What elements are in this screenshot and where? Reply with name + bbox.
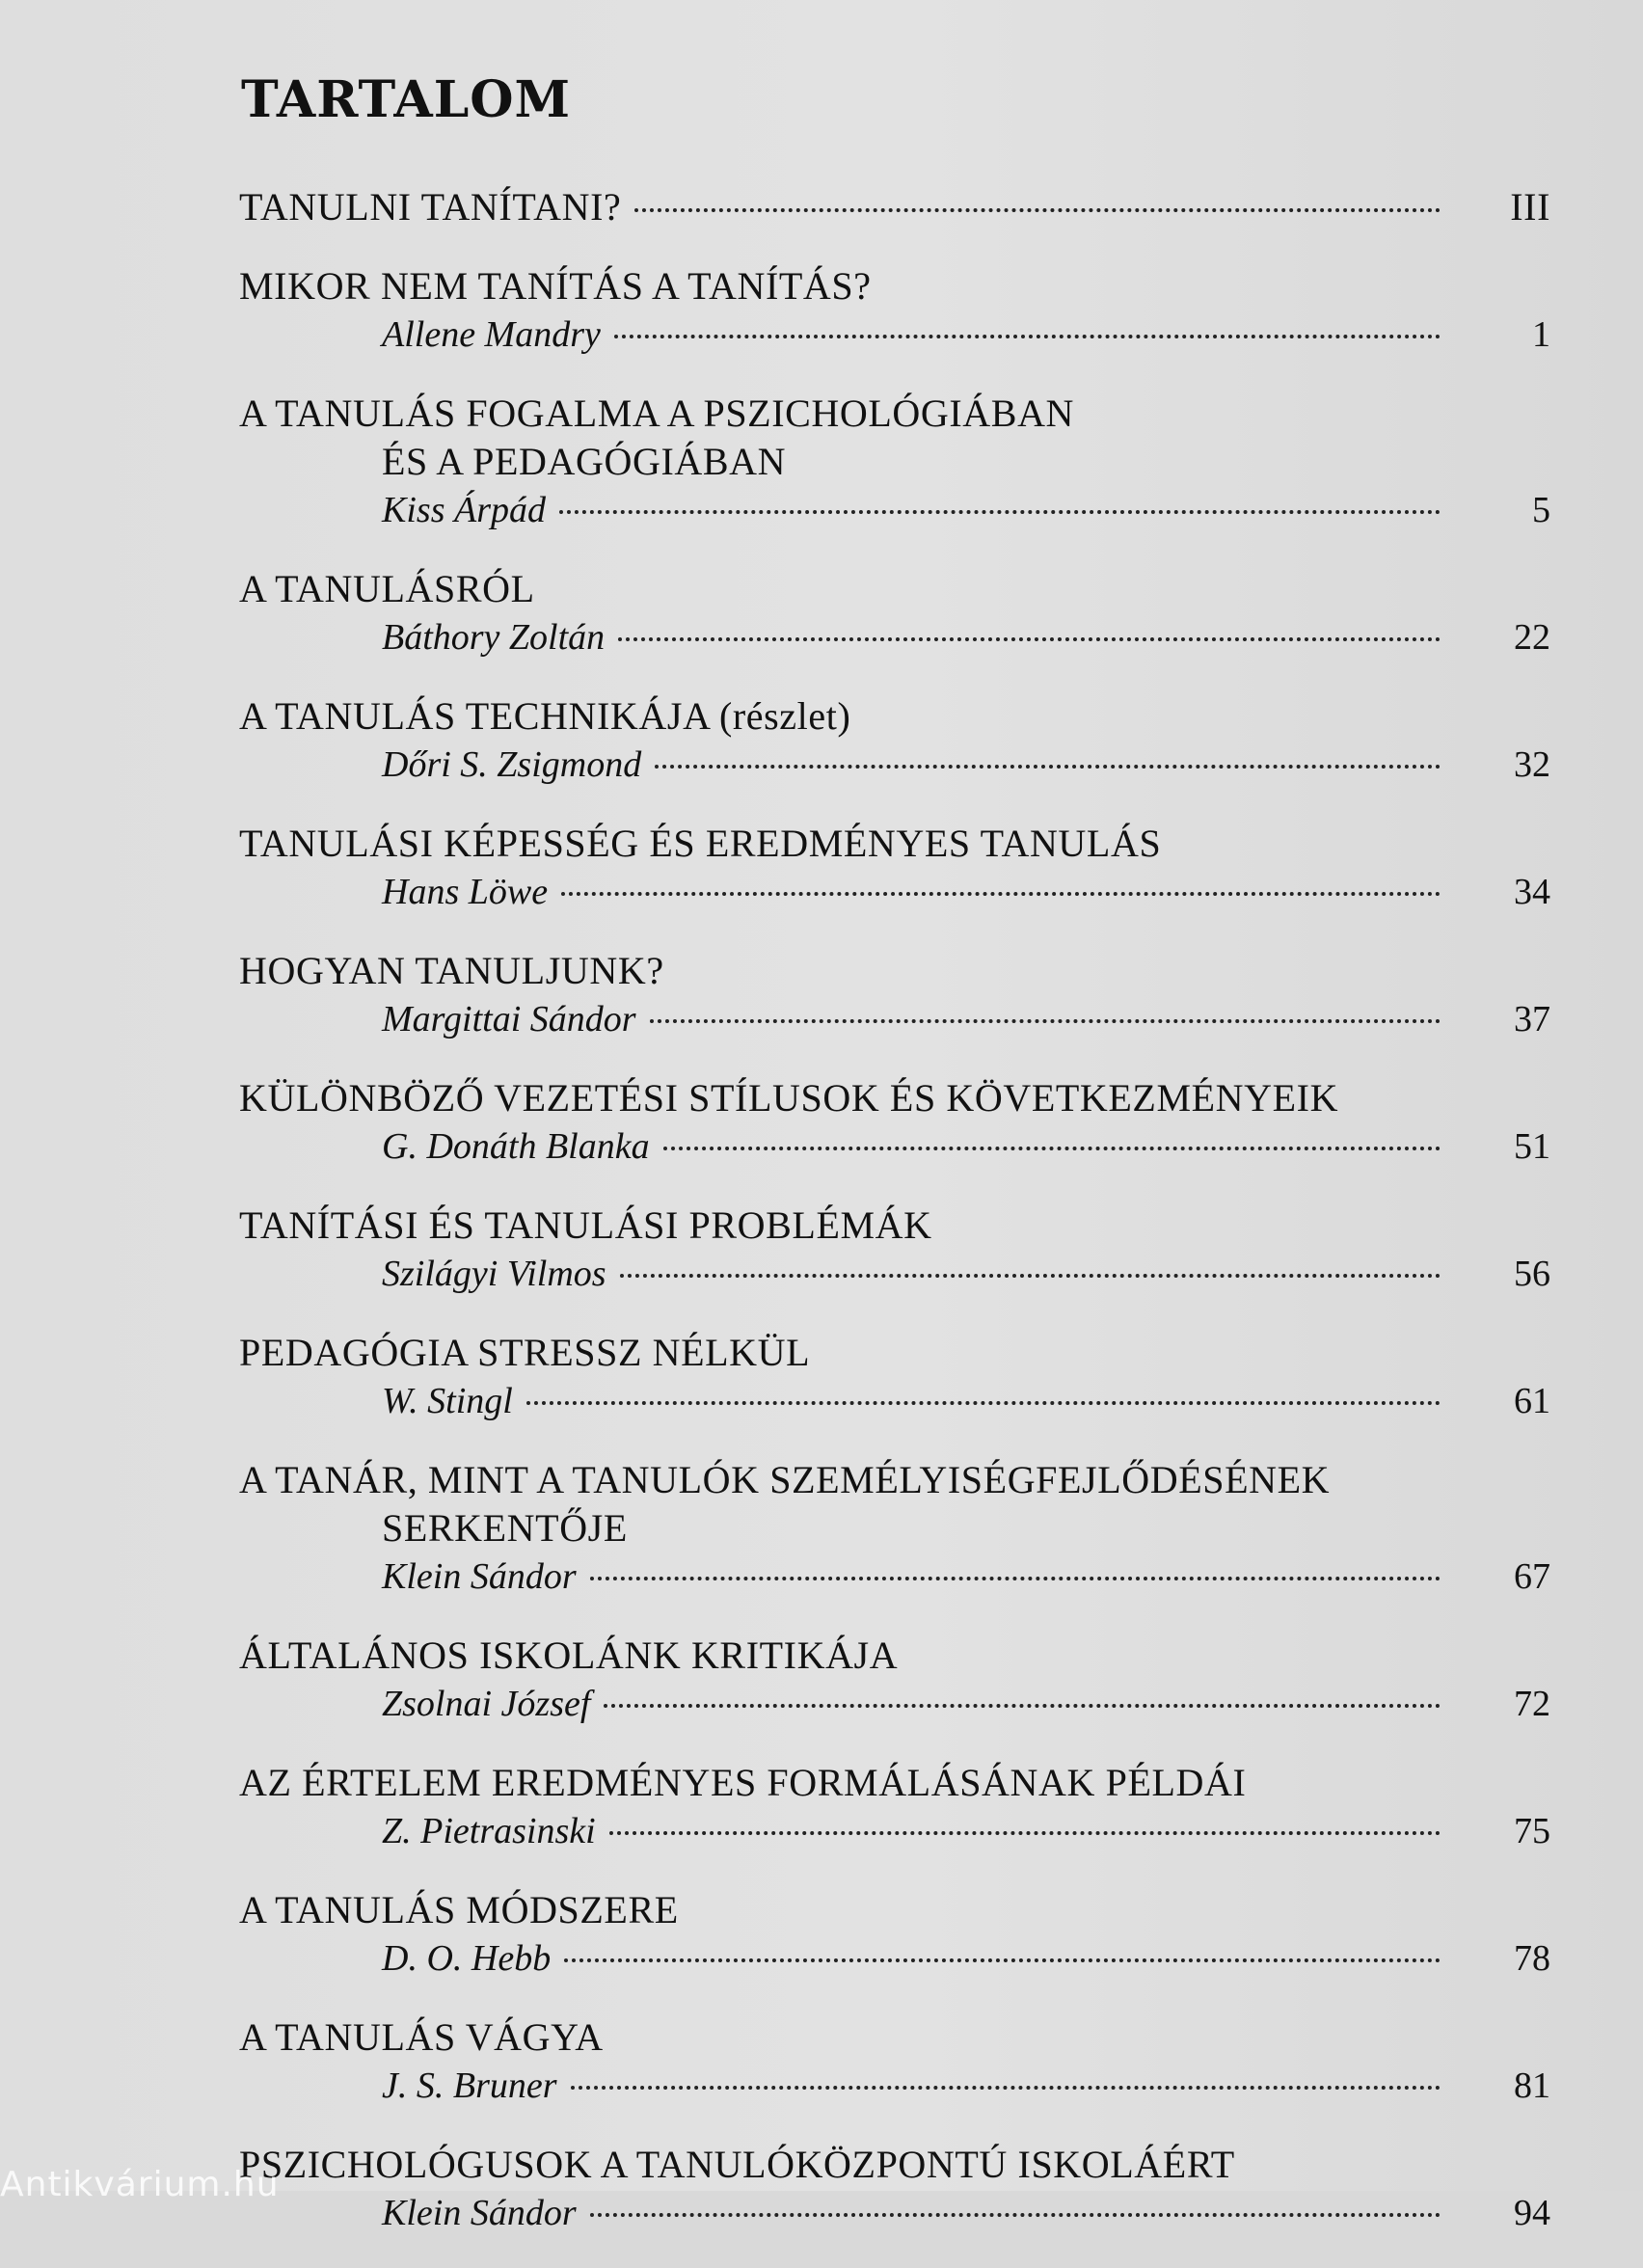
watermark: Antikvárium.hu: [0, 2165, 280, 2204]
toc-entry-line: [239, 1122, 1550, 1171]
toc-entry-author: G. Donáth Blanka: [382, 1126, 650, 1167]
toc-entry-author: Hans Löwe: [382, 872, 549, 912]
toc-entry-line: [239, 183, 1550, 231]
toc-entry-author: Dőri S. Zsigmond: [382, 744, 642, 785]
toc-entry-title-block: [239, 390, 1550, 486]
toc-entry-title-block: [239, 1456, 1550, 1552]
toc-entry-title: A TANULÁS TECHNIKÁJA (részlet): [239, 694, 851, 738]
toc-entry-title-block: [239, 947, 1550, 995]
dot-leader: [609, 1831, 1441, 1835]
toc-entry: [239, 1632, 1550, 1728]
toc-page-number: 81: [1514, 2066, 1550, 2106]
toc-entry-title: A TANULÁS VÁGYA: [239, 2015, 604, 2059]
toc-page-number: 34: [1514, 872, 1550, 912]
toc-entry-author: Kiss Árpád: [382, 490, 546, 530]
toc-entry-author: Z. Pietrasinski: [382, 1811, 596, 1851]
toc-entry-title: A TANULÁS FOGALMA A PSZICHOLÓGIÁBAN: [239, 392, 1075, 435]
toc-entry: [239, 1456, 1550, 1601]
toc-entry-line: [239, 741, 1550, 789]
toc-entry-line: [239, 1250, 1550, 1298]
dot-leader: [655, 765, 1441, 769]
toc-entry-title: TANÍTÁSI ÉS TANULÁSI PROBLÉMÁK: [239, 1203, 932, 1247]
toc-page-number: 75: [1514, 1811, 1550, 1851]
toc-entry: [239, 820, 1550, 916]
dot-leader: [650, 1019, 1441, 1023]
toc-entry-line: [239, 1377, 1550, 1425]
toc-page-number: III: [1510, 185, 1550, 229]
toc-entry-title-block: [239, 1759, 1550, 1807]
toc-page-number: 22: [1514, 617, 1550, 658]
toc-entry-title-block: [239, 262, 1550, 310]
toc-entry-title-block: [239, 565, 1550, 613]
dot-leader: [620, 1274, 1441, 1278]
toc-entry-title-block: [239, 820, 1550, 868]
dot-leader: [663, 1147, 1441, 1150]
toc-entry-author: Margittai Sándor: [382, 999, 636, 1040]
toc-entry-title-block: [239, 2141, 1550, 2189]
toc-entry-author: J. S. Bruner: [382, 2066, 557, 2106]
dot-leader: [564, 1958, 1441, 1962]
toc-entry: [239, 1886, 1550, 1983]
toc-entry-line: [239, 1680, 1550, 1728]
toc-page-number: 5: [1532, 490, 1550, 530]
table-of-contents: [239, 183, 1550, 2268]
dot-leader: [618, 637, 1441, 641]
toc-entry-line: [239, 1934, 1550, 1983]
toc-entry-title: AZ ÉRTELEM EREDMÉNYES FORMÁLÁSÁNAK PÉLDÁI: [239, 1761, 1247, 1804]
toc-entry-author: W. Stingl: [382, 1381, 513, 1421]
dot-leader: [590, 1577, 1441, 1580]
toc-entry-author: Zsolnai József: [382, 1684, 591, 1724]
toc-entry-line: [239, 613, 1550, 662]
toc-entry-author: Szilágyi Vilmos: [382, 1254, 606, 1294]
toc-entry-title: MIKOR NEM TANÍTÁS A TANÍTÁS?: [239, 264, 872, 308]
toc-entry-title: A TANULÁS MÓDSZERE: [239, 1888, 679, 1931]
toc-entry: [239, 947, 1550, 1043]
toc-page-number: 37: [1514, 999, 1550, 1040]
toc-entry-title: TANULÁSI KÉPESSÉG ÉS EREDMÉNYES TANULÁS: [239, 822, 1162, 865]
toc-entry-title-block: [239, 1202, 1550, 1250]
toc-entry-title-block: [239, 2013, 1550, 2062]
toc-page-number: 94: [1514, 2193, 1550, 2233]
toc-entry-title: KÜLÖNBÖZŐ VEZETÉSI STÍLUSOK ÉS KÖVETKEZMÉNYEIK: [239, 1076, 1339, 1120]
dot-leader: [571, 2086, 1441, 2090]
dot-leader: [634, 208, 1441, 212]
toc-entry-author: Klein Sándor: [382, 1556, 577, 1597]
toc-entry-title: A TANÁR, MINT A TANULÓK SZEMÉLYISÉGFEJLŐDÉSÉNEK: [239, 1458, 1331, 1501]
dot-leader: [559, 510, 1441, 514]
toc-entry-line: [239, 2062, 1550, 2110]
toc-entry-line: [239, 1552, 1550, 1601]
toc-entry: [239, 2141, 1550, 2237]
toc-entry-title: PEDAGÓGIA STRESSZ NÉLKÜL: [239, 1331, 811, 1374]
toc-entry-line: [239, 2189, 1550, 2237]
toc-entry-line: [239, 995, 1550, 1043]
toc-entry: [239, 565, 1550, 662]
toc-page-number: 1: [1532, 314, 1550, 355]
toc-entry-title: HOGYAN TANULJUNK?: [239, 949, 664, 992]
toc-page-number: 56: [1514, 1254, 1550, 1294]
toc-page-number: 67: [1514, 1556, 1550, 1597]
dot-leader: [561, 892, 1441, 896]
toc-entry-title-block: [239, 1074, 1550, 1122]
toc-page-number: 51: [1514, 1126, 1550, 1167]
toc-page-number: 78: [1514, 1938, 1550, 1979]
toc-entry-author: Klein Sándor: [382, 2193, 577, 2233]
dot-leader: [604, 1704, 1441, 1708]
dot-leader: [614, 335, 1441, 338]
page-title: TARTALOM: [241, 70, 572, 129]
toc-entry-title-continuation: ÉS A PEDAGÓGIÁBAN: [382, 440, 787, 483]
toc-entry-line: [239, 868, 1550, 916]
dot-leader: [526, 1401, 1441, 1405]
toc-page-number: 72: [1514, 1684, 1550, 1724]
toc-entry-author: Allene Mandry: [382, 314, 601, 355]
toc-entry-author: D. O. Hebb: [382, 1938, 552, 1979]
toc-entry: [239, 183, 1550, 231]
toc-entry: [239, 1074, 1550, 1171]
toc-page-number: 32: [1514, 744, 1550, 785]
toc-entry-title-block: [239, 1886, 1550, 1934]
dot-leader: [590, 2213, 1441, 2217]
toc-entry: [239, 1202, 1550, 1298]
toc-entry: [239, 262, 1550, 359]
toc-entry-title-block: [239, 692, 1550, 741]
toc-entry-title-continuation: SERKENTŐJE: [382, 1506, 628, 1550]
toc-entry-title-block: [239, 1632, 1550, 1680]
toc-entry: [239, 390, 1550, 534]
toc-entry-title: PSZICHOLÓGUSOK A TANULÓKÖZPONTÚ ISKOLÁÉRT: [239, 2143, 1235, 2186]
toc-entry-title-block: [239, 1329, 1550, 1377]
toc-entry-author: Báthory Zoltán: [382, 617, 606, 658]
toc-entry-title: TANULNI TANÍTANI?: [239, 185, 622, 229]
toc-entry: [239, 1329, 1550, 1425]
toc-entry-line: [239, 486, 1550, 534]
toc-entry-line: [239, 310, 1550, 359]
toc-entry: [239, 1759, 1550, 1855]
toc-entry-line: [239, 1807, 1550, 1855]
toc-entry-title: A TANULÁSRÓL: [239, 567, 535, 610]
toc-entry-title: ÁLTALÁNOS ISKOLÁNK KRITIKÁJA: [239, 1634, 899, 1677]
toc-entry: [239, 2013, 1550, 2110]
toc-entry: [239, 692, 1550, 789]
toc-page-number: 61: [1514, 1381, 1550, 1421]
